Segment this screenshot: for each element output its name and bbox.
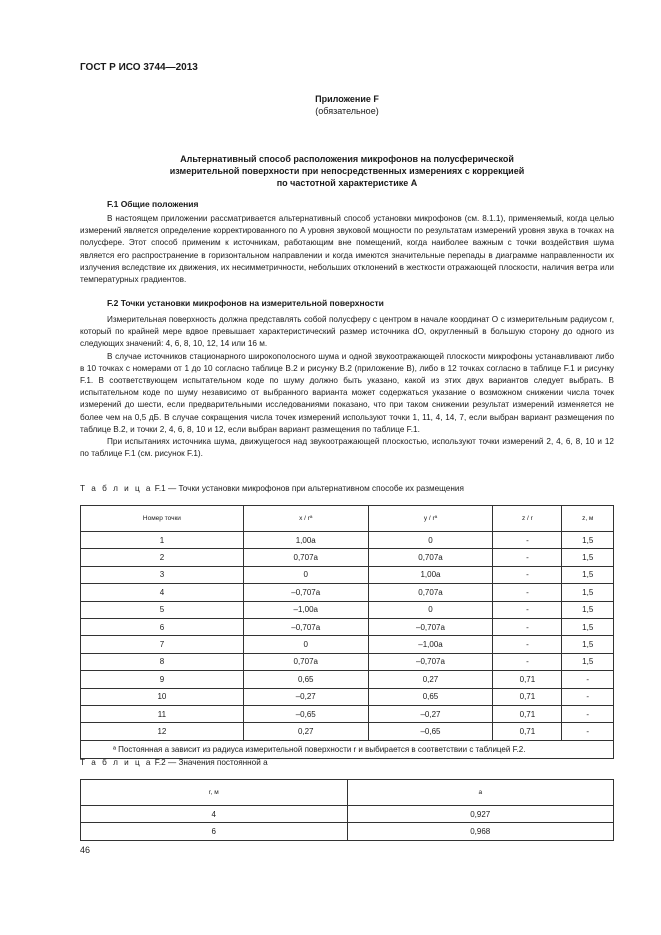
table-cell: –0,707a bbox=[243, 584, 368, 601]
table-cell: 1,5 bbox=[562, 532, 614, 549]
table-cell: 0,707a bbox=[243, 549, 368, 566]
table-cell: - bbox=[493, 618, 562, 635]
table-cell: - bbox=[493, 584, 562, 601]
appendix-title: Приложение F bbox=[315, 94, 379, 104]
table-cell: 0,71 bbox=[493, 671, 562, 688]
table-cell: - bbox=[493, 532, 562, 549]
table-row bbox=[81, 566, 614, 583]
table-cell: - bbox=[562, 705, 614, 722]
table-cell: - bbox=[562, 688, 614, 705]
table-row bbox=[81, 723, 614, 740]
table-cell: 8 bbox=[81, 653, 244, 670]
table-cell: 7 bbox=[81, 636, 244, 653]
table-cell: –0,707a bbox=[243, 618, 368, 635]
table-cell: 0 bbox=[368, 601, 493, 618]
table-cell: –0,27 bbox=[243, 688, 368, 705]
table-cell: 0,71 bbox=[493, 723, 562, 740]
table-row bbox=[81, 705, 614, 722]
table-cell: 0,71 bbox=[493, 688, 562, 705]
table-cell: 1,5 bbox=[562, 549, 614, 566]
section-1-paragraph: В настоящем приложении рассматривается альтернативный способ установки микрофонов (см. 8.1.1), применяемый, когда целью измерений является определение корректированного по A уровня звуковой мощности по результатам измерений уровня звука в точках на полусфере. Этот способ применим к источникам, работающим вне помещений, когда наиболее важным с точки воздействия шума является его распространение в горизонтальном направлении и когда имеются значительные перепады в диаграмме направленности их излучения вследствие их движения, их несимметричности, небольших отклонений в жесткости отражающей плоскости, наличия ветра или температурных градиентов. bbox=[80, 214, 614, 285]
table-header-row bbox=[81, 780, 614, 806]
table-cell: –0,27 bbox=[368, 705, 493, 722]
table-cell: - bbox=[562, 671, 614, 688]
table-cell: 1,5 bbox=[562, 653, 614, 670]
table-cell: –0,65 bbox=[368, 723, 493, 740]
table-2-caption-prefix: Т а б л и ц а bbox=[80, 758, 153, 767]
table-cell: 0 bbox=[243, 636, 368, 653]
table-cell: 0 bbox=[368, 532, 493, 549]
table-cell: - bbox=[562, 723, 614, 740]
table-cell: 1,00a bbox=[243, 532, 368, 549]
table-footnote-row bbox=[81, 740, 614, 758]
table-cell: 1,5 bbox=[562, 636, 614, 653]
standard-header: ГОСТ Р ИСО 3744—2013 bbox=[80, 62, 198, 73]
table-cell: 0,707a bbox=[368, 584, 493, 601]
table-cell: 0,27 bbox=[243, 723, 368, 740]
table-row bbox=[81, 671, 614, 688]
header-point-number: Номер точки bbox=[81, 506, 244, 532]
table-row bbox=[81, 584, 614, 601]
table-row bbox=[81, 532, 614, 549]
section-2-paragraph-3: При испытаниях источника шума, движущегося над звукоотражающей плоскостью, используют точки измерений 2, 4, 6, 8, 10 и 12 по таблице F.1 (см. рисунок F.1). bbox=[80, 437, 614, 459]
section-1-body bbox=[80, 213, 614, 286]
table-cell: 4 bbox=[81, 584, 244, 601]
table-cell: –0,707a bbox=[368, 653, 493, 670]
table-f1 bbox=[80, 505, 614, 759]
table-cell: –0,65 bbox=[243, 705, 368, 722]
header-z-m: z, м bbox=[562, 506, 614, 532]
table-1-caption-text: F.1 — Точки установки микрофонов при альтернативном способе их размещения bbox=[154, 484, 464, 493]
table-row bbox=[81, 549, 614, 566]
table-cell: 1 bbox=[81, 532, 244, 549]
page-number: 46 bbox=[80, 845, 91, 855]
appendix-status: (обязательное) bbox=[315, 106, 379, 116]
table-f2 bbox=[80, 779, 614, 841]
table-row bbox=[81, 653, 614, 670]
table-cell: 3 bbox=[81, 566, 244, 583]
table-cell: 0,927 bbox=[347, 806, 614, 823]
table-footnote: ª Постоянная a зависит из радиуса измерительной поверхности r и выбирается в соответствии с таблицей F.2. bbox=[81, 740, 614, 758]
table-header-row bbox=[81, 506, 614, 532]
main-title-line-3: по частотной характеристике A bbox=[276, 178, 418, 188]
header-constant-a: a bbox=[347, 780, 614, 806]
table-1-caption-prefix: Т а б л и ц а bbox=[80, 484, 153, 493]
section-2-paragraph-2: В случае источников стационарного широкополосного шума и одной звукоотражающей плоскости микрофоны устанавливают либо в 10 точках с номерами от 1 до 10 согласно таблице B.2 и рисунку B.2 (приложение B), либо в 12 точках согласно в таблице F.1 и рисунку F.1. В соответствующем испытательном коде по шуму должно быть указано, какой из этих двух вариантов следует выбрать. В испытательном коде по шуму независимо от выбранного варианта может содержаться указание о возможном снижении числа точек измерений до шести, если предварительными исследованиями показано, что при таком снижении результат измерений изменяется не более чем на 0,5 дБ. В случае сокращения числа точек измерений используют точки 1, 11, 4, 14, 7, если выбран вариант размещения по таблице B.2, и точки 2, 4, 6, 8, 10 и 12, если выбран вариант размещения по таблице F.1. bbox=[80, 351, 614, 434]
table-cell: - bbox=[493, 549, 562, 566]
table-row bbox=[81, 636, 614, 653]
table-row bbox=[81, 618, 614, 635]
table-row bbox=[81, 823, 614, 840]
section-2-body bbox=[80, 314, 614, 460]
table-cell: 0,65 bbox=[243, 671, 368, 688]
table-cell: –1,00a bbox=[368, 636, 493, 653]
table-cell: - bbox=[493, 653, 562, 670]
table-cell: 0,707a bbox=[368, 549, 493, 566]
section-1-heading: F.1 Общие положения bbox=[107, 199, 199, 209]
table-cell: 9 bbox=[81, 671, 244, 688]
table-cell: 11 bbox=[81, 705, 244, 722]
table-cell: - bbox=[493, 636, 562, 653]
table-cell: - bbox=[493, 566, 562, 583]
table-cell: 6 bbox=[81, 618, 244, 635]
table-cell: 0,27 bbox=[368, 671, 493, 688]
table-2-caption-text: F.2 — Значения постоянной a bbox=[154, 758, 268, 767]
table-row bbox=[81, 688, 614, 705]
table-2-caption bbox=[80, 758, 268, 767]
table-cell: –1,00a bbox=[243, 601, 368, 618]
table-1-caption bbox=[80, 484, 464, 493]
table-cell: - bbox=[493, 601, 562, 618]
main-title-line-1: Альтернативный способ расположения микрофонов на полусферической bbox=[180, 154, 514, 164]
main-title-line-2: измерительной поверхности при непосредственных измерениях с коррекцией bbox=[169, 166, 525, 176]
table-cell: 1,5 bbox=[562, 584, 614, 601]
table-cell: 1,5 bbox=[562, 601, 614, 618]
table-cell: 0,65 bbox=[368, 688, 493, 705]
table-cell: 6 bbox=[81, 823, 348, 840]
table-cell: 0 bbox=[243, 566, 368, 583]
table-cell: 1,5 bbox=[562, 618, 614, 635]
table-cell: –0,707a bbox=[368, 618, 493, 635]
table-cell: 1,5 bbox=[562, 566, 614, 583]
header-x-over-r: x / rª bbox=[243, 506, 368, 532]
header-y-over-r: y / rª bbox=[368, 506, 493, 532]
table-cell: 4 bbox=[81, 806, 348, 823]
section-2-paragraph-1: Измерительная поверхность должна представлять собой полусферу с центром в начале координат O с измерительным радиусом r, который по крайней мере вдвое превышает характеристический размер источника dO, округленный в большую сторону до одного из следующих значений: 4, 6, 8, 10, 12, 14 или 16 м. bbox=[80, 315, 614, 349]
table-cell: 5 bbox=[81, 601, 244, 618]
table-cell: 0,707a bbox=[243, 653, 368, 670]
section-2-heading: F.2 Точки установки микрофонов на измерительной поверхности bbox=[107, 298, 384, 308]
header-z-over-r: z / r bbox=[493, 506, 562, 532]
header-radius: r, м bbox=[81, 780, 348, 806]
table-cell: 0,968 bbox=[347, 823, 614, 840]
table-row bbox=[81, 601, 614, 618]
table-cell: 1,00a bbox=[368, 566, 493, 583]
table-cell: 10 bbox=[81, 688, 244, 705]
table-cell: 2 bbox=[81, 549, 244, 566]
table-row bbox=[81, 806, 614, 823]
table-cell: 0,71 bbox=[493, 705, 562, 722]
table-cell: 12 bbox=[81, 723, 244, 740]
